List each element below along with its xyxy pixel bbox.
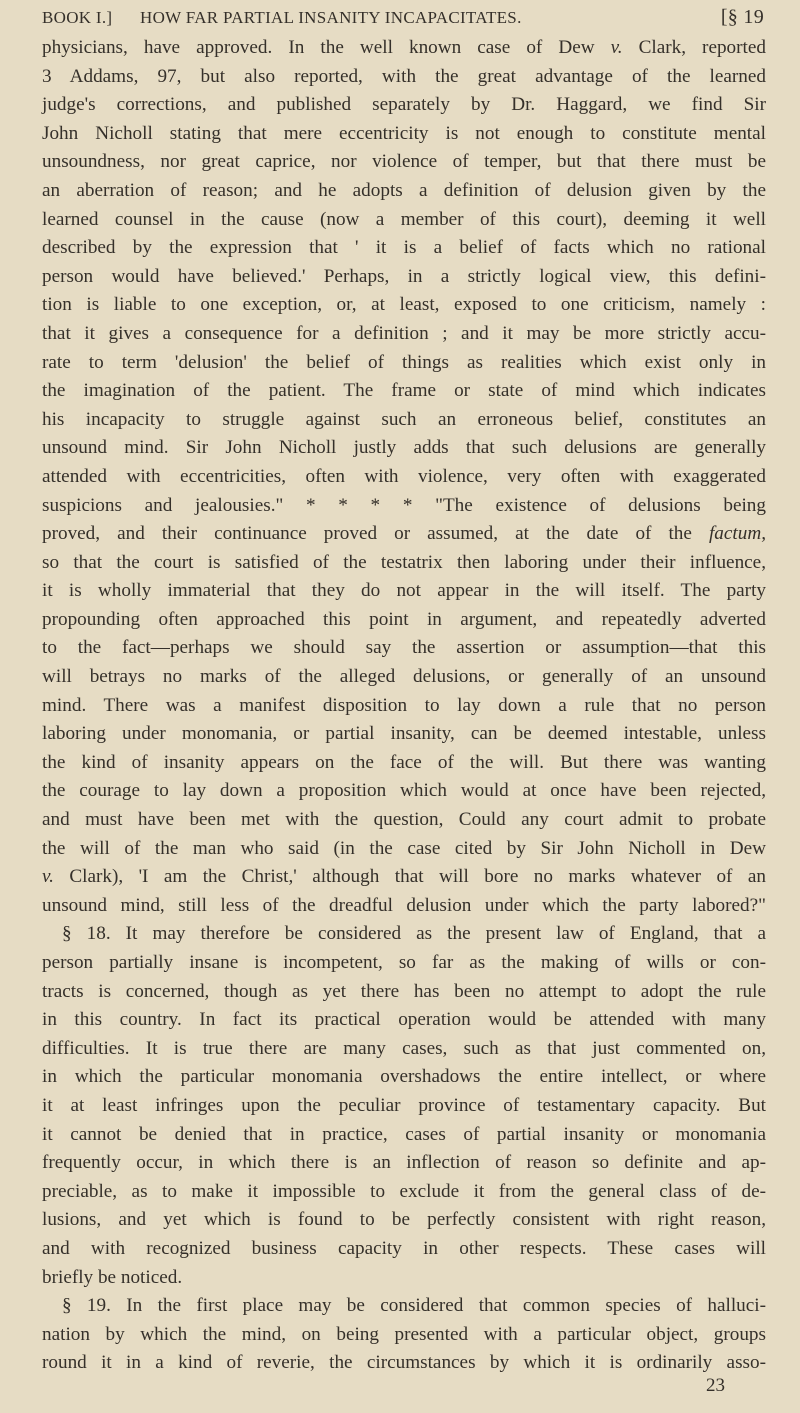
text-segment: judge's corrections, and published separately by Dr. Haggard, we find Sir: [42, 94, 766, 116]
text-line: [42, 263, 766, 292]
text-segment: § 18. It may therefore be considered as the present law of England, that a: [62, 923, 766, 945]
text-segment: in this country. In fact its practical operation would be attended with many: [42, 1009, 766, 1031]
text-line: [42, 320, 766, 349]
text-line: [42, 234, 766, 263]
text-segment: it at least infringes upon the peculiar province of testamentary capacity. But: [42, 1094, 766, 1116]
text-segment: to the fact—perhaps we should say the assertion or assumption—that this: [42, 637, 766, 659]
text-line: [42, 377, 766, 406]
text-line: [42, 34, 766, 63]
text-line: [42, 1206, 766, 1235]
text-segment: unsoundness, nor great caprice, nor violence of temper, but that there must be: [42, 151, 766, 173]
text-line: [42, 91, 766, 120]
text-segment: an aberration of reason; and he adopts a definition of delusion given by the: [42, 179, 766, 201]
text-segment: suspicions and jealousies." * * * * "The existence of delusions being: [42, 494, 766, 516]
text-segment: frequently occur, in which there is an inflection of reason so definite and ap-: [42, 1152, 766, 1174]
text-line: [42, 1035, 766, 1064]
text-line: [42, 349, 766, 378]
text-segment: learned counsel in the cause (now a member of this court), deeming it well: [42, 208, 766, 230]
text-line: [42, 1321, 766, 1350]
text-line: [42, 978, 766, 1007]
text-segment: round it in a kind of reverie, the circumstances by which it is ordinarily asso-: [42, 1352, 766, 1374]
page-number: 23: [706, 1375, 725, 1396]
text-line: [42, 406, 766, 435]
text-line: [42, 1235, 766, 1264]
text-segment: Clark), 'I am the Christ,' although that will bore no marks whatever of an: [53, 866, 766, 888]
text-segment: attended with eccentricities, often with violence, very often with exaggerated: [42, 465, 766, 487]
body-text: [42, 34, 766, 1378]
text-line: [42, 1349, 766, 1378]
text-segment: it is wholly immaterial that they do not appear in the will itself. The party: [42, 580, 766, 602]
italic-text: v.: [42, 866, 54, 888]
text-line: [42, 1292, 766, 1321]
text-line: [42, 492, 766, 521]
italic-text: factum,: [708, 523, 766, 545]
text-line: [42, 120, 766, 149]
text-segment: lusions, and yet which is found to be perfectly consistent with right reason,: [42, 1209, 766, 1231]
text-line: [42, 692, 766, 721]
text-line: [42, 1006, 766, 1035]
text-segment: proved, and their continuance proved or assumed, at the date of the: [42, 523, 709, 545]
text-line: [42, 463, 766, 492]
text-line: [42, 892, 766, 921]
text-segment: 3 Addams, 97, but also reported, with the great advantage of the learned: [42, 65, 766, 87]
text-segment: that it gives a consequence for a definition ; and it may be more strictly accu-: [42, 322, 766, 344]
text-segment: and must have been met with the question, Could any court admit to probate: [42, 809, 766, 831]
text-line: [42, 434, 766, 463]
text-segment: in which the particular monomania overshadows the entire intellect, or where: [42, 1066, 766, 1088]
text-segment: will betrays no marks of the alleged delusions, or generally of an unsound: [42, 666, 766, 688]
text-line: [42, 634, 766, 663]
text-line: [42, 606, 766, 635]
running-header: [42, 8, 764, 34]
text-segment: unsound mind, still less of the dreadful delusion under which the party labored?": [42, 894, 766, 916]
text-line: [42, 806, 766, 835]
header-section: [§ 19: [720, 6, 764, 28]
text-segment: the kind of insanity appears on the face of the will. But there was wanting: [42, 751, 766, 773]
text-line: [42, 720, 766, 749]
text-line: [42, 835, 766, 864]
text-line: [42, 1121, 766, 1150]
text-segment: person partially insane is incompetent, so far as the making of wills or con-: [42, 952, 766, 973]
text-line: [42, 749, 766, 778]
text-segment: the will of the man who said (in the case cited by Sir John Nicholl in Dew: [42, 837, 766, 859]
text-segment: the imagination of the patient. The frame or state of mind which indicates: [42, 380, 766, 402]
text-line: [42, 206, 766, 235]
text-segment: Clark, reported: [622, 37, 766, 58]
text-segment: propounding often approached this point in argument, and repeatedly adverted: [42, 608, 766, 630]
text-line: [42, 1264, 766, 1293]
text-segment: unsound mind. Sir John Nicholl justly adds that such delusions are generally: [42, 437, 766, 459]
text-segment: nation by which the mind, on being presented with a particular object, groups: [42, 1323, 766, 1345]
italic-text: v.: [610, 37, 623, 58]
text-line: [42, 520, 766, 549]
text-line: [42, 663, 766, 692]
text-line: [42, 777, 766, 806]
text-line: [42, 863, 766, 892]
text-segment: tion is liable to one exception, or, at least, exposed to one criticism, namely :: [42, 294, 766, 316]
text-segment: it cannot be denied that in practice, cases of partial insanity or monomania: [42, 1123, 766, 1145]
text-line: [42, 63, 766, 92]
text-segment: difficulties. It is true there are many cases, such as that just commented on,: [42, 1037, 766, 1059]
text-segment: his incapacity to struggle against such an erroneous belief, constitutes an: [42, 408, 766, 430]
header-title: HOW FAR PARTIAL INSANITY INCAPACITATES.: [140, 8, 522, 27]
text-line: [42, 148, 766, 177]
text-segment: physicians, have approved. In the well known case of Dew: [42, 37, 611, 58]
text-segment: so that the court is satisfied of the testatrix then laboring under their influence,: [42, 551, 766, 573]
text-segment: tracts is concerned, though as yet there has been no attempt to adopt the rule: [42, 980, 766, 1002]
text-line: [42, 1063, 766, 1092]
text-line: [42, 1178, 766, 1207]
text-line: [42, 577, 766, 606]
text-line: [42, 1149, 766, 1178]
text-segment: person would have believed.' Perhaps, in a strictly logical view, this defini-: [42, 265, 766, 287]
text-line: [42, 920, 766, 949]
text-line: [42, 291, 766, 320]
text-line: [42, 949, 766, 978]
text-line: [42, 549, 766, 578]
text-segment: laboring under monomania, or partial insanity, can be deemed intestable, unless: [42, 723, 766, 745]
text-segment: and with recognized business capacity in other respects. These cases will: [42, 1237, 766, 1259]
text-segment: briefly be noticed.: [42, 1266, 183, 1288]
text-segment: described by the expression that ' it is a belief of facts which no rational: [42, 237, 766, 259]
text-line: [42, 1092, 766, 1121]
text-segment: preciable, as to make it impossible to exclude it from the general class of de-: [42, 1180, 766, 1202]
text-segment: John Nicholl stating that mere eccentricity is not enough to constitute mental: [42, 122, 766, 144]
header-book: BOOK I.]: [42, 8, 113, 27]
text-segment: mind. There was a manifest disposition to lay down a rule that no person: [42, 694, 766, 716]
text-segment: rate to term 'delusion' the belief of things as realities which exist only in: [42, 351, 766, 373]
text-segment: § 19. In the first place may be considered that common species of halluci-: [62, 1295, 766, 1317]
text-line: [42, 177, 766, 206]
text-segment: the courage to lay down a proposition which would at once have been rejected,: [42, 780, 766, 802]
